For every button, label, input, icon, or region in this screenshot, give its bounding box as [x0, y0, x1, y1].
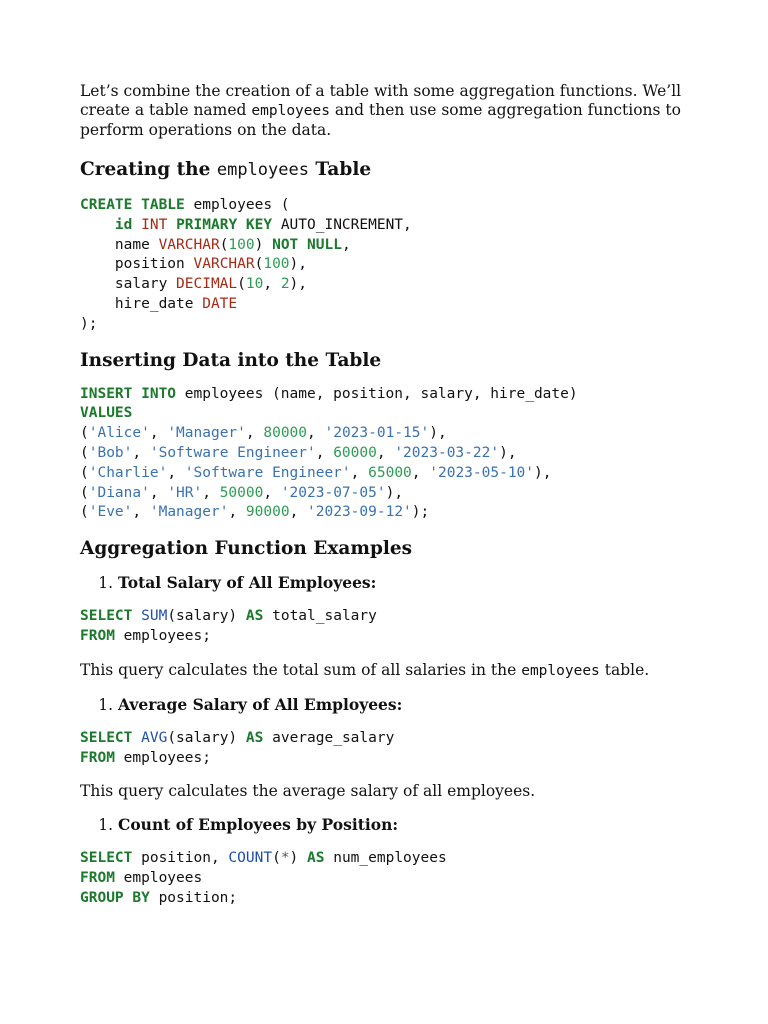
code-type: VARCHAR	[193, 256, 255, 273]
code-keyword: FROM	[80, 749, 115, 766]
heading-insert-data: Inserting Data into the Table	[80, 349, 382, 371]
document-body	[80, 82, 700, 909]
code-text: ),	[429, 425, 447, 442]
code-keyword: INSERT INTO	[80, 385, 177, 402]
code-line	[80, 870, 202, 886]
code-text: name	[80, 236, 159, 253]
heading-aggregation-examples: Aggregation Function Examples	[80, 538, 413, 560]
code-keyword: AS	[307, 850, 325, 867]
code-string: 'Bob'	[88, 444, 133, 461]
code-text: position;	[149, 889, 238, 906]
code-text: ,	[263, 276, 281, 293]
code-text: position	[80, 256, 194, 273]
code-text: AUTO_INCREMENT,	[272, 216, 412, 233]
example-list-1	[80, 573, 700, 593]
code-string: 'Diana'	[88, 484, 150, 501]
code-text: num_employees	[324, 850, 447, 867]
code-type: DECIMAL	[176, 276, 238, 293]
code-text: );	[80, 315, 98, 332]
code-text: ,	[167, 464, 185, 481]
example-list-3	[80, 815, 700, 835]
code-operator: *	[280, 850, 290, 867]
intro-text-1: Let’s combine the creation of a table with some aggregation functions. We’ll create a table named	[80, 82, 682, 119]
code-text: ,	[307, 425, 325, 442]
code-line	[80, 465, 551, 481]
code-text: employees (	[184, 197, 290, 213]
list-item	[118, 573, 700, 593]
code-text: ),	[534, 464, 552, 481]
code-text: ,	[263, 484, 281, 501]
code-text	[132, 730, 141, 746]
code-text: (	[80, 464, 89, 481]
example-title: Total Salary of All Employees:	[118, 573, 377, 593]
code-block-avg	[80, 729, 700, 769]
code-keyword: id	[114, 216, 133, 233]
example-title: Count of Employees by Position:	[118, 815, 399, 835]
code-line	[80, 386, 578, 402]
code-line	[80, 608, 377, 624]
code-string: '2023-03-22'	[394, 444, 500, 461]
code-text: ,	[132, 504, 150, 521]
code-text: ,	[132, 444, 150, 461]
code-line	[80, 237, 351, 253]
code-text: (	[80, 484, 89, 501]
intro-paragraph	[80, 82, 700, 140]
code-string: 'Software Engineer'	[149, 444, 316, 461]
code-number: 100	[228, 236, 255, 253]
code-block-create	[80, 196, 700, 335]
code-text: (	[237, 276, 246, 293]
code-number: 90000	[245, 504, 290, 521]
code-keyword: FROM	[80, 627, 115, 644]
code-text	[80, 217, 115, 233]
code-text: )	[289, 850, 308, 867]
example-title: Average Salary of All Employees:	[118, 694, 403, 714]
code-number: 10	[245, 276, 264, 293]
heading-inline-code: employees	[216, 160, 309, 180]
code-text: (	[80, 504, 89, 521]
code-type: DATE	[202, 295, 238, 312]
code-text: ,	[411, 464, 430, 481]
code-text: employees;	[114, 627, 211, 644]
code-text: ,	[245, 425, 264, 442]
intro-inline-code: employees	[251, 103, 330, 119]
code-function: SUM	[141, 608, 168, 625]
code-keyword: CREATE TABLE	[80, 197, 185, 213]
code-string: 'Eve'	[88, 504, 133, 521]
list-item	[118, 695, 700, 715]
code-string: 'Charlie'	[88, 464, 168, 481]
code-string: '2023-01-15'	[324, 425, 430, 442]
code-text: (salary)	[167, 729, 246, 746]
code-text: (	[254, 256, 264, 273]
code-keyword: GROUP BY	[80, 889, 150, 906]
code-text: (	[272, 850, 281, 867]
code-line	[80, 485, 403, 501]
desc-text: table.	[599, 660, 650, 679]
code-keyword: FROM	[80, 870, 115, 887]
code-text: ),	[385, 484, 404, 501]
code-string: 'HR'	[167, 484, 203, 501]
code-function: COUNT	[228, 850, 273, 867]
code-keyword: PRIMARY KEY	[176, 216, 273, 233]
description-avg: This query calculates the average salary of all employees.	[80, 782, 536, 801]
code-keyword: SELECT	[80, 608, 133, 625]
code-line	[80, 296, 237, 312]
code-text: ),	[499, 444, 517, 461]
code-block-count	[80, 849, 700, 908]
heading-text: Table	[308, 159, 372, 180]
code-line	[80, 890, 237, 906]
code-text: )	[254, 236, 273, 253]
code-function: AVG	[141, 729, 168, 746]
code-text: employees	[114, 870, 203, 887]
code-keyword: SELECT	[80, 850, 133, 867]
code-line	[80, 405, 132, 421]
code-text: ,	[289, 504, 308, 521]
code-text: position,	[132, 850, 229, 867]
code-text: salary	[80, 276, 177, 293]
code-string: '2023-07-05'	[280, 484, 386, 501]
code-string: 'Alice'	[88, 425, 150, 442]
code-text: ,	[341, 236, 351, 253]
code-text: );	[411, 504, 430, 521]
code-number: 80000	[263, 425, 308, 442]
desc-text: This query calculates the total sum of all salaries in the	[80, 660, 522, 679]
code-text	[132, 217, 141, 233]
desc-inline-code: employees	[521, 662, 600, 679]
code-number: 65000	[368, 464, 412, 481]
code-line	[80, 316, 97, 332]
code-text: average_salary	[263, 729, 395, 746]
code-text: (	[80, 425, 89, 442]
code-line	[80, 445, 517, 461]
code-text	[167, 217, 176, 233]
code-number: 60000	[333, 444, 377, 461]
code-text: ,	[228, 504, 246, 521]
code-text: ,	[350, 464, 369, 481]
description-sum	[80, 661, 700, 681]
code-line	[80, 504, 429, 520]
code-text: ,	[149, 425, 168, 442]
code-block-sum	[80, 607, 700, 647]
code-text: total_salary	[263, 608, 377, 625]
example-list-2	[80, 695, 700, 715]
heading-create-table	[80, 158, 700, 182]
code-keyword: VALUES	[80, 405, 133, 422]
code-number: 2	[280, 276, 290, 293]
code-line	[80, 425, 447, 441]
code-string: '2023-09-12'	[307, 504, 412, 521]
code-line	[80, 276, 307, 292]
code-keyword: AS	[245, 729, 264, 746]
code-text: ),	[289, 256, 308, 273]
code-text: employees;	[114, 749, 211, 766]
code-string: '2023-05-10'	[429, 464, 535, 481]
code-type: VARCHAR	[158, 236, 220, 253]
code-keyword: SELECT	[80, 729, 133, 746]
code-keyword: AS	[245, 608, 264, 625]
code-number: 50000	[219, 484, 264, 501]
code-text: employees (name, position, salary, hire_date)	[176, 385, 578, 402]
code-number: 100	[263, 256, 290, 273]
code-text: hire_date	[80, 295, 203, 312]
code-text: (	[219, 236, 229, 253]
code-line	[80, 217, 412, 233]
intro-text-2: and then use some aggregation functions to perform operations on the data.	[80, 101, 681, 139]
code-text: ,	[315, 444, 334, 461]
code-string: 'Manager'	[149, 504, 229, 521]
code-line	[80, 628, 211, 644]
code-keyword: NOT NULL	[272, 236, 342, 253]
code-text: (salary)	[167, 608, 246, 625]
code-text: (	[80, 444, 89, 461]
code-line	[80, 256, 307, 272]
code-string: 'Software Engineer'	[184, 464, 351, 481]
code-line	[80, 750, 211, 766]
code-block-insert	[80, 385, 700, 524]
code-text: ,	[202, 484, 220, 501]
code-line	[80, 730, 394, 746]
code-text: ,	[376, 444, 395, 461]
code-text	[132, 608, 141, 624]
code-line	[80, 197, 290, 213]
code-line	[80, 850, 447, 866]
heading-text: Creating the	[80, 159, 217, 180]
code-string: 'Manager'	[167, 425, 246, 442]
code-text: ,	[149, 484, 168, 501]
code-text: ),	[289, 276, 308, 293]
code-type: INT	[141, 216, 168, 233]
list-item	[118, 815, 700, 835]
